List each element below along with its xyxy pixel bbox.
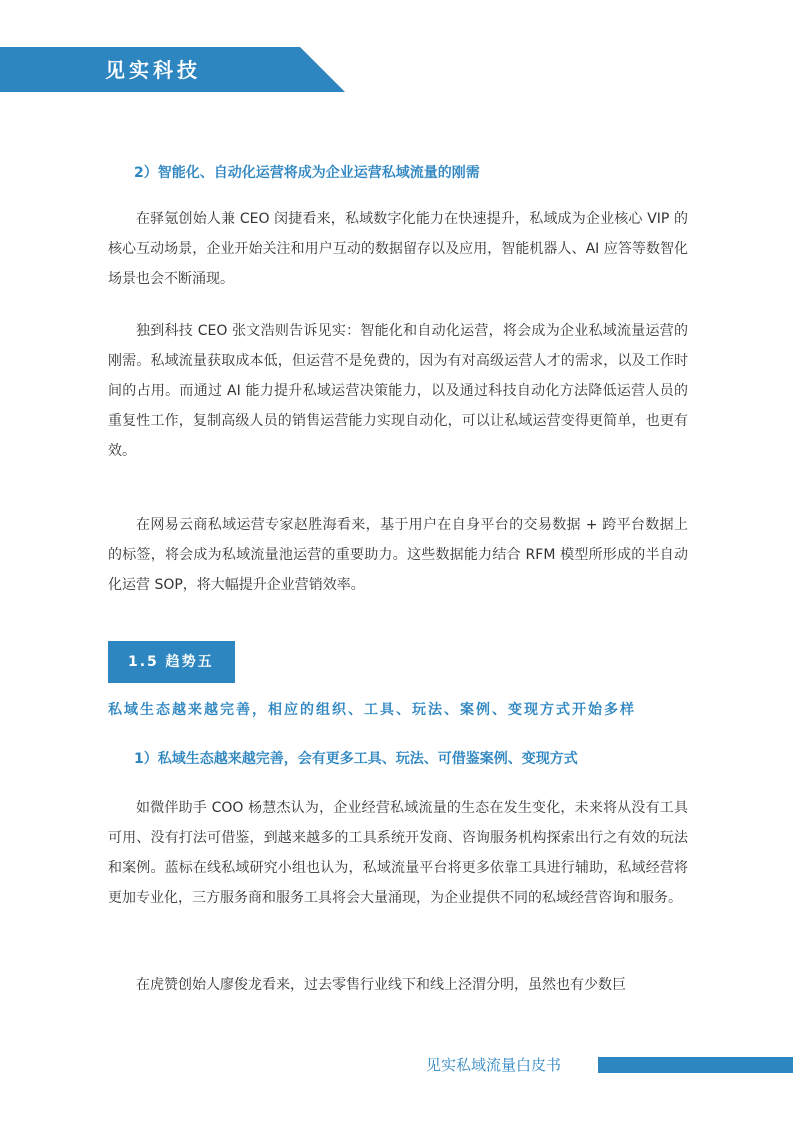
paragraph: 在驿氪创始人兼 CEO 闵捷看来，私域数字化能力在快速提升，私域成为企业核心 VIP 的核心互动场景，企业开始关注和用户互动的数据留存以及应用，智能机器人、AI 应答等数智化场景也会不断涌现。 [108, 211, 688, 287]
trend-title: 私域生态越来越完善，相应的组织、工具、玩法、案例、变现方式开始多样 [108, 702, 636, 718]
brand-title: 见实科技 [105, 58, 201, 82]
paragraph: 如微伴助手 COO 杨慧杰认为，企业经营私域流量的生态在发生变化，未来将从没有工具可用、没有打法可借鉴，到越来越多的工具系统开发商、咨询服务机构探索出行之有效的玩法和案例。蓝标在线私域研究小组也认为，私域流量平台将更多依靠工具进行辅助，私域经营将更加专业化，三方服务商和服务工具将会大量涌现，为企业提供不同的私域经营咨询和服务。 [108, 800, 688, 906]
paragraph: 在虎赞创始人廖俊龙看来，过去零售行业线下和线上泾渭分明，虽然也有少数巨 [136, 977, 626, 993]
footer-title: 见实私域流量白皮书 [426, 1056, 562, 1074]
paragraph: 在网易云商私域运营专家赵胜海看来，基于用户在自身平台的交易数据 + 跨平台数据上的标签，将会成为私域流量池运营的重要助力。这些数据能力结合 RFM 模型所形成的半自动化运营 SOP，将大幅提升企业营销效率。 [108, 517, 688, 593]
subsection-heading: 2）智能化、自动化运营将成为企业运营私域流量的刚需 [134, 165, 480, 181]
subsection-heading: 1）私域生态越来越完善，会有更多工具、玩法、可借鉴案例、变现方式 [134, 751, 578, 767]
section-label-box [108, 641, 235, 683]
paragraph: 独到科技 CEO 张文浩则告诉见实：智能化和自动化运营，将会成为企业私域流量运营的刚需。私域流量获取成本低，但运营不是免费的，因为有对高级运营人才的需求，以及工作时间的占用。而通过 AI 能力提升私域运营决策能力，以及通过科技自动化方法降低运营人员的重复性工作，复制高级人员的销售运营能力实现自动化，可以让私域运营变得更简单，也更有效。 [108, 323, 688, 459]
section-label: 1.5 趋势五 [128, 654, 214, 670]
footer-bar [598, 1057, 793, 1073]
